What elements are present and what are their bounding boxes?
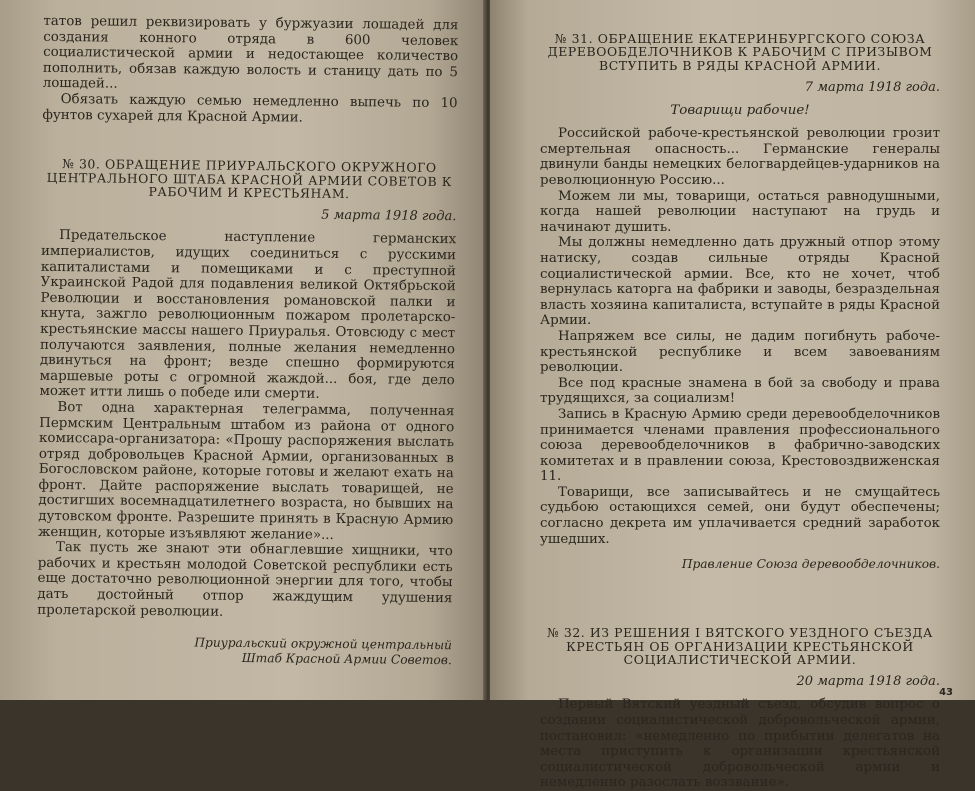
document-31-paragraph: Товарищи, все записывайтесь и не смущайтесь судьбою остающихся семей, они будут обеспечены; согласно декрета им уплачивается средний заработок ушедших. (540, 484, 940, 547)
document-31-paragraph: Все под красные знамена в бой за свободу и права трудящихся, за социализм! (540, 375, 940, 407)
document-31-title: № 31. ОБРАЩЕНИЕ ЕКАТЕРИНБУРГСКОГО СОЮЗА ДЕРЕВООБДЕЛОЧНИКОВ К РАБОЧИМ С ПРИЗЫВОМ ВСТУПИТЬ В РЯДЫ КРАСНОЙ АРМИИ. (547, 31, 933, 73)
document-32-title: № 32. ИЗ РЕШЕНИЯ I ВЯТСКОГО УЕЗДНОГО СЪЕЗДА КРЕСТЬЯН ОБ ОРГАНИЗАЦИИ КРЕСТЬЯНСКОЙ СОЦИАЛИСТИЧЕСКОЙ АРМИИ. (546, 625, 934, 668)
document-31-paragraph: Российской рабоче-крестьянской революции грозит смертельная опасность... Германские генералы двинули банды немецких белогвардейцев-ударников на революционную Россию... (540, 126, 940, 188)
document-31-date: 7 марта 1918 года. (804, 80, 940, 96)
right-page (490, 0, 975, 791)
continuation-paragraph: Обязать каждую семью немедленно выпечь по 10 фунтов сухарей для Красной Армии. (42, 91, 458, 126)
document-30-signature: Штаб Красной Армии Советов. (241, 651, 452, 668)
continuation-paragraph: татов решил реквизировать у буржуазии лошадей для создания конного отряда в 600 человек социалистической армии и недостающее количество пополнить, обязав каждую волость и станицу дать по 5 лошадей... (42, 13, 459, 93)
document-31-signature: Правление Союза деревообделочников. (681, 557, 940, 572)
left-text-column (36, 0, 458, 702)
page-number: 43 (939, 687, 953, 698)
document-31-paragraph: Мы должны немедленно дать дружный отпор этому натиску, создав сильные отряды Красной социалистической армии. Все, кто не хочет, чтоб вернулась каторга на фабрики и заводы, безраздельная власть хозяина капиталиста, вступайте в ряды Красной Армии. (540, 235, 940, 329)
document-31-paragraph: Напряжем все силы, не дадим погибнуть рабоче-крестьянской республике и всем завоеваниям революции. (540, 328, 940, 376)
document-31-paragraph: Запись в Красную Армию среди деревообделочников принимается членами правления профессионального союза деревообделочников в фабрично-заводских комитетах и в правлении союза, Крестовоздвиженская 11. (540, 406, 940, 485)
document-32-paragraph: Первый Вятский уездный съезд, обсудив вопрос о создании социалистической добровольческой армии, постановил: «немедленно по прибытии делегатов на места приступить к организации крестьянской социалистической добровольческой армии и немедленно разослать воззвание». (540, 697, 940, 791)
document-30-signature: Приуральский окружной центральный (194, 635, 452, 653)
document-31-paragraph: Можем ли мы, товарищи, остаться равнодушными, когда нашей революции наступают на грудь и начинают душить. (540, 188, 940, 235)
document-30-paragraph: Так пусть же знают эти обнаглевшие хищники, что рабочих и крестьян молодой Советской республики есть еще достаточно революционной энергии для того, чтобы дать достойный отпор жаждущим удушения пролетарской революции. (37, 540, 453, 620)
document-30-date: 5 марта 1918 года. (321, 208, 457, 225)
right-text-column (540, 0, 940, 791)
document-30-title: № 30. ОБРАЩЕНИЕ ПРИУРАЛЬСКОГО ОКРУЖНОГО ЦЕНТРАЛЬНОГО ШТАБА КРАСНОЙ АРМИИ СОВЕТОВ К РАБОЧИМ И КРЕСТЬЯНАМ. (46, 156, 453, 202)
left-page (0, 0, 487, 700)
document-30-paragraph: Вот одна характерная телеграмма, полученная Пермским Центральным штабом из района от одного комиссара-организатора: «Прошу распоряжения выслать отряд добровольцев Красной Армии, организованных в Богословском районе, которые готовы и желают ехать на фронт. Дайте распоряжение выслать товарищей, не достигших восемнадцатилетнего возраста, но бывших на дутовском фронте. Разрешите принять в Красную Армию женщин, которые изъявляют желание»... (38, 399, 455, 543)
document-32-date: 20 марта 1918 года. (796, 674, 940, 690)
document-31-salutation: Товарищи рабочие! (670, 103, 810, 119)
document-30-paragraph: Предательское наступление германских империалистов, идущих соединиться с русскими капиталистами и помещиками и с преступной Украинской Радой для подавления великой Октябрьской Революции и восстановления романовской палки и кнута, зажгло революционным пожаром пролетарско-крестьянские массы нашего Приуралья. Отовсюду с мест получаются заявления, полные желания немедленно двинуться на фронт; везде спешно формируются маршевые роты с огромной жаждой... боя, где дело может итти лишь о победе или смерти. (39, 228, 457, 403)
